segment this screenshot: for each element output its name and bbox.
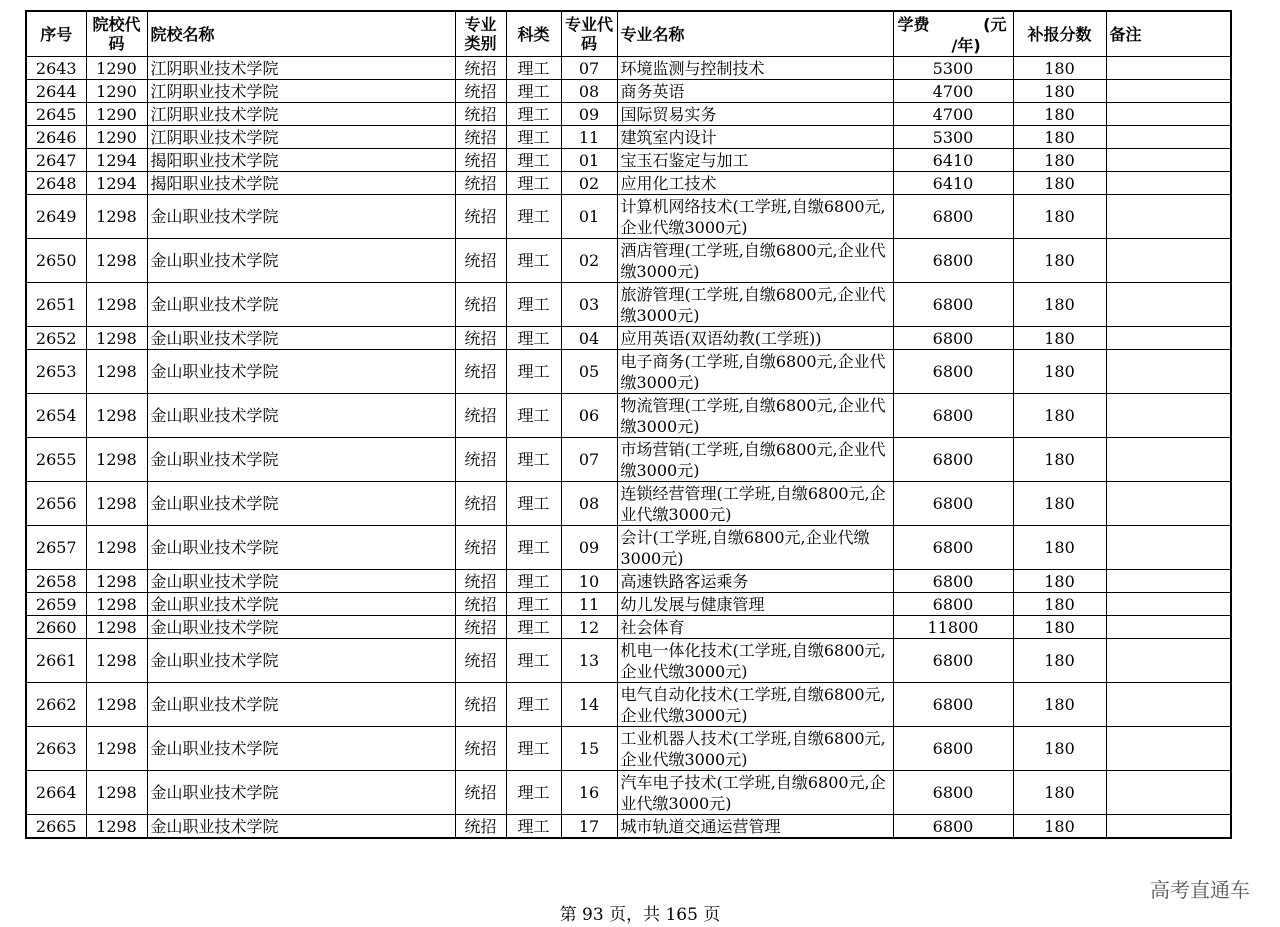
cell-fee: 6410 — [893, 172, 1013, 195]
table-row — [26, 57, 1231, 80]
table-row — [26, 126, 1231, 149]
cell-seq: 2658 — [26, 570, 86, 593]
cell-major-name: 商务英语 — [617, 80, 893, 103]
cell-major-type: 统招 — [455, 771, 506, 815]
cell-major-code: 01 — [561, 195, 617, 239]
cell-score: 180 — [1013, 593, 1106, 616]
cell-school-code: 1298 — [86, 283, 147, 327]
cell-major-name: 建筑室内设计 — [617, 126, 893, 149]
cell-remark — [1106, 771, 1231, 815]
cell-score: 180 — [1013, 126, 1106, 149]
cell-subject: 理工 — [506, 195, 561, 239]
header-major-type: 专业类别 — [455, 11, 506, 57]
header-fee-unit-open: (元 — [983, 15, 1007, 34]
cell-major-type: 统招 — [455, 57, 506, 80]
cell-major-name: 城市轨道交通运营管理 — [617, 815, 893, 839]
header-seq: 序号 — [26, 11, 86, 57]
cell-major-name: 酒店管理(工学班,自缴6800元,企业代缴3000元) — [617, 239, 893, 283]
header-row — [26, 11, 1231, 57]
cell-fee: 6800 — [893, 482, 1013, 526]
cell-school-name: 金山职业技术学院 — [147, 394, 455, 438]
cell-seq: 2657 — [26, 526, 86, 570]
cell-major-code: 10 — [561, 570, 617, 593]
cell-score: 180 — [1013, 172, 1106, 195]
cell-school-name: 金山职业技术学院 — [147, 438, 455, 482]
cell-seq: 2644 — [26, 80, 86, 103]
cell-subject: 理工 — [506, 482, 561, 526]
cell-score: 180 — [1013, 482, 1106, 526]
cell-seq: 2646 — [26, 126, 86, 149]
table-row — [26, 683, 1231, 727]
cell-seq: 2659 — [26, 593, 86, 616]
cell-major-name: 社会体育 — [617, 616, 893, 639]
cell-fee: 6800 — [893, 639, 1013, 683]
cell-major-type: 统招 — [455, 727, 506, 771]
cell-major-code: 04 — [561, 327, 617, 350]
cell-major-name: 机电一体化技术(工学班,自缴6800元,企业代缴3000元) — [617, 639, 893, 683]
cell-fee: 6800 — [893, 771, 1013, 815]
cell-school-code: 1298 — [86, 683, 147, 727]
cell-remark — [1106, 350, 1231, 394]
cell-major-name: 工业机器人技术(工学班,自缴6800元,企业代缴3000元) — [617, 727, 893, 771]
cell-fee: 6410 — [893, 149, 1013, 172]
cell-remark — [1106, 283, 1231, 327]
header-school-code: 院校代码 — [86, 11, 147, 57]
cell-school-name: 金山职业技术学院 — [147, 683, 455, 727]
header-subject: 科类 — [506, 11, 561, 57]
cell-school-name: 金山职业技术学院 — [147, 639, 455, 683]
cell-score: 180 — [1013, 350, 1106, 394]
cell-subject: 理工 — [506, 616, 561, 639]
cell-major-name: 宝玉石鉴定与加工 — [617, 149, 893, 172]
cell-school-name: 金山职业技术学院 — [147, 283, 455, 327]
cell-major-type: 统招 — [455, 327, 506, 350]
admission-table-container — [25, 10, 1230, 839]
cell-remark — [1106, 80, 1231, 103]
cell-score: 180 — [1013, 239, 1106, 283]
cell-seq: 2651 — [26, 283, 86, 327]
cell-school-code: 1298 — [86, 593, 147, 616]
cell-fee: 6800 — [893, 327, 1013, 350]
cell-seq: 2645 — [26, 103, 86, 126]
header-score: 补报分数 — [1013, 11, 1106, 57]
cell-major-name: 计算机网络技术(工学班,自缴6800元,企业代缴3000元) — [617, 195, 893, 239]
cell-major-name: 环境监测与控制技术 — [617, 57, 893, 80]
cell-major-code: 02 — [561, 239, 617, 283]
cell-school-code: 1298 — [86, 570, 147, 593]
cell-major-type: 统招 — [455, 350, 506, 394]
cell-remark — [1106, 327, 1231, 350]
cell-school-code: 1298 — [86, 815, 147, 839]
cell-school-name: 揭阳职业技术学院 — [147, 149, 455, 172]
cell-major-code: 05 — [561, 350, 617, 394]
cell-major-code: 06 — [561, 394, 617, 438]
cell-subject: 理工 — [506, 683, 561, 727]
cell-school-code: 1298 — [86, 239, 147, 283]
cell-school-name: 金山职业技术学院 — [147, 350, 455, 394]
header-major-name: 专业名称 — [617, 11, 893, 57]
cell-seq: 2652 — [26, 327, 86, 350]
cell-major-code: 07 — [561, 57, 617, 80]
cell-remark — [1106, 195, 1231, 239]
cell-school-code: 1290 — [86, 80, 147, 103]
cell-major-type: 统招 — [455, 195, 506, 239]
cell-school-code: 1290 — [86, 57, 147, 80]
cell-school-name: 江阴职业技术学院 — [147, 57, 455, 80]
cell-major-type: 统招 — [455, 149, 506, 172]
table-row — [26, 570, 1231, 593]
cell-remark — [1106, 593, 1231, 616]
cell-subject: 理工 — [506, 438, 561, 482]
cell-score: 180 — [1013, 57, 1106, 80]
cell-score: 180 — [1013, 149, 1106, 172]
cell-fee: 6800 — [893, 195, 1013, 239]
cell-fee: 6800 — [893, 350, 1013, 394]
cell-fee: 4700 — [893, 80, 1013, 103]
cell-fee: 6800 — [893, 239, 1013, 283]
cell-fee: 6800 — [893, 283, 1013, 327]
cell-major-name: 电子商务(工学班,自缴6800元,企业代缴3000元) — [617, 350, 893, 394]
cell-subject: 理工 — [506, 172, 561, 195]
cell-remark — [1106, 727, 1231, 771]
cell-remark — [1106, 172, 1231, 195]
cell-school-code: 1294 — [86, 172, 147, 195]
header-fee — [893, 11, 1013, 57]
cell-major-code: 11 — [561, 593, 617, 616]
cell-seq: 2655 — [26, 438, 86, 482]
cell-school-name: 金山职业技术学院 — [147, 727, 455, 771]
cell-major-code: 12 — [561, 616, 617, 639]
cell-major-type: 统招 — [455, 593, 506, 616]
cell-major-type: 统招 — [455, 239, 506, 283]
cell-major-type: 统招 — [455, 815, 506, 839]
cell-major-name: 应用化工技术 — [617, 172, 893, 195]
cell-major-code: 11 — [561, 126, 617, 149]
admission-table — [25, 10, 1232, 839]
cell-subject: 理工 — [506, 126, 561, 149]
cell-score: 180 — [1013, 327, 1106, 350]
cell-major-type: 统招 — [455, 683, 506, 727]
cell-remark — [1106, 815, 1231, 839]
cell-seq: 2656 — [26, 482, 86, 526]
cell-major-type: 统招 — [455, 570, 506, 593]
table-row — [26, 103, 1231, 126]
cell-remark — [1106, 103, 1231, 126]
cell-fee: 6800 — [893, 526, 1013, 570]
cell-school-code: 1298 — [86, 327, 147, 350]
cell-seq: 2665 — [26, 815, 86, 839]
cell-score: 180 — [1013, 283, 1106, 327]
header-fee-unit-close: /年) — [951, 36, 981, 55]
cell-seq: 2662 — [26, 683, 86, 727]
cell-major-code: 07 — [561, 438, 617, 482]
cell-score: 180 — [1013, 639, 1106, 683]
table-row — [26, 438, 1231, 482]
cell-subject: 理工 — [506, 57, 561, 80]
cell-fee: 5300 — [893, 57, 1013, 80]
cell-school-code: 1298 — [86, 616, 147, 639]
table-row — [26, 80, 1231, 103]
cell-subject: 理工 — [506, 771, 561, 815]
cell-major-code: 13 — [561, 639, 617, 683]
cell-subject: 理工 — [506, 149, 561, 172]
cell-major-code: 09 — [561, 103, 617, 126]
cell-major-code: 14 — [561, 683, 617, 727]
cell-subject: 理工 — [506, 350, 561, 394]
cell-major-name: 连锁经营管理(工学班,自缴6800元,企业代缴3000元) — [617, 482, 893, 526]
cell-remark — [1106, 239, 1231, 283]
table-row — [26, 482, 1231, 526]
page-footer: 第 93 页，共 165 页 — [559, 905, 721, 925]
cell-remark — [1106, 438, 1231, 482]
cell-fee: 6800 — [893, 727, 1013, 771]
table-row — [26, 639, 1231, 683]
cell-score: 180 — [1013, 103, 1106, 126]
cell-seq: 2660 — [26, 616, 86, 639]
cell-major-code: 16 — [561, 771, 617, 815]
cell-school-name: 金山职业技术学院 — [147, 195, 455, 239]
cell-major-type: 统招 — [455, 172, 506, 195]
header-major-code: 专业代码 — [561, 11, 617, 57]
cell-seq: 2649 — [26, 195, 86, 239]
cell-subject: 理工 — [506, 570, 561, 593]
cell-school-name: 金山职业技术学院 — [147, 771, 455, 815]
cell-subject: 理工 — [506, 327, 561, 350]
cell-remark — [1106, 570, 1231, 593]
cell-major-type: 统招 — [455, 616, 506, 639]
table-row — [26, 394, 1231, 438]
cell-major-name: 幼儿发展与健康管理 — [617, 593, 893, 616]
cell-major-name: 国际贸易实务 — [617, 103, 893, 126]
cell-major-type: 统招 — [455, 394, 506, 438]
cell-remark — [1106, 57, 1231, 80]
cell-major-code: 08 — [561, 482, 617, 526]
cell-subject: 理工 — [506, 394, 561, 438]
cell-subject: 理工 — [506, 727, 561, 771]
cell-seq: 2643 — [26, 57, 86, 80]
cell-major-code: 01 — [561, 149, 617, 172]
cell-school-name: 金山职业技术学院 — [147, 239, 455, 283]
cell-seq: 2647 — [26, 149, 86, 172]
cell-subject: 理工 — [506, 283, 561, 327]
table-row — [26, 283, 1231, 327]
cell-school-code: 1290 — [86, 103, 147, 126]
cell-school-name: 江阴职业技术学院 — [147, 126, 455, 149]
cell-major-name: 市场营销(工学班,自缴6800元,企业代缴3000元) — [617, 438, 893, 482]
cell-fee: 6800 — [893, 570, 1013, 593]
header-school-name: 院校名称 — [147, 11, 455, 57]
cell-school-name: 金山职业技术学院 — [147, 616, 455, 639]
cell-school-code: 1298 — [86, 639, 147, 683]
cell-remark — [1106, 482, 1231, 526]
cell-seq: 2663 — [26, 727, 86, 771]
table-row — [26, 149, 1231, 172]
cell-fee: 4700 — [893, 103, 1013, 126]
cell-major-name: 汽车电子技术(工学班,自缴6800元,企业代缴3000元) — [617, 771, 893, 815]
cell-major-type: 统招 — [455, 526, 506, 570]
cell-fee: 6800 — [893, 593, 1013, 616]
cell-school-name: 江阴职业技术学院 — [147, 103, 455, 126]
cell-school-code: 1298 — [86, 394, 147, 438]
cell-major-name: 旅游管理(工学班,自缴6800元,企业代缴3000元) — [617, 283, 893, 327]
cell-score: 180 — [1013, 616, 1106, 639]
cell-score: 180 — [1013, 526, 1106, 570]
cell-school-name: 江阴职业技术学院 — [147, 80, 455, 103]
cell-fee: 6800 — [893, 683, 1013, 727]
cell-major-code: 03 — [561, 283, 617, 327]
table-body — [26, 57, 1231, 839]
cell-school-code: 1298 — [86, 195, 147, 239]
cell-remark — [1106, 526, 1231, 570]
cell-subject: 理工 — [506, 103, 561, 126]
cell-school-code: 1298 — [86, 350, 147, 394]
cell-subject: 理工 — [506, 80, 561, 103]
table-row — [26, 815, 1231, 839]
table-row — [26, 771, 1231, 815]
cell-score: 180 — [1013, 195, 1106, 239]
cell-subject: 理工 — [506, 526, 561, 570]
cell-fee: 6800 — [893, 394, 1013, 438]
cell-major-name: 应用英语(双语幼教(工学班)) — [617, 327, 893, 350]
cell-school-code: 1294 — [86, 149, 147, 172]
cell-score: 180 — [1013, 570, 1106, 593]
cell-school-code: 1298 — [86, 771, 147, 815]
cell-remark — [1106, 639, 1231, 683]
table-row — [26, 593, 1231, 616]
cell-major-code: 08 — [561, 80, 617, 103]
cell-score: 180 — [1013, 727, 1106, 771]
table-row — [26, 616, 1231, 639]
cell-subject: 理工 — [506, 639, 561, 683]
cell-seq: 2661 — [26, 639, 86, 683]
cell-score: 180 — [1013, 683, 1106, 727]
cell-major-name: 电气自动化技术(工学班,自缴6800元,企业代缴3000元) — [617, 683, 893, 727]
cell-fee: 5300 — [893, 126, 1013, 149]
cell-fee: 6800 — [893, 815, 1013, 839]
watermark-text: 高考直通车 — [1150, 878, 1250, 902]
table-row — [26, 195, 1231, 239]
cell-major-type: 统招 — [455, 103, 506, 126]
cell-school-code: 1290 — [86, 126, 147, 149]
cell-fee: 11800 — [893, 616, 1013, 639]
cell-school-code: 1298 — [86, 438, 147, 482]
cell-score: 180 — [1013, 771, 1106, 815]
cell-major-name: 会计(工学班,自缴6800元,企业代缴3000元) — [617, 526, 893, 570]
cell-remark — [1106, 394, 1231, 438]
cell-subject: 理工 — [506, 593, 561, 616]
cell-major-code: 02 — [561, 172, 617, 195]
cell-school-name: 金山职业技术学院 — [147, 327, 455, 350]
cell-seq: 2650 — [26, 239, 86, 283]
cell-subject: 理工 — [506, 815, 561, 839]
cell-major-type: 统招 — [455, 482, 506, 526]
cell-score: 180 — [1013, 815, 1106, 839]
cell-major-name: 高速铁路客运乘务 — [617, 570, 893, 593]
cell-school-code: 1298 — [86, 526, 147, 570]
table-row — [26, 239, 1231, 283]
cell-school-name: 金山职业技术学院 — [147, 482, 455, 526]
cell-school-name: 金山职业技术学院 — [147, 815, 455, 839]
cell-school-name: 揭阳职业技术学院 — [147, 172, 455, 195]
cell-remark — [1106, 616, 1231, 639]
cell-subject: 理工 — [506, 239, 561, 283]
table-row — [26, 727, 1231, 771]
cell-remark — [1106, 149, 1231, 172]
cell-major-name: 物流管理(工学班,自缴6800元,企业代缴3000元) — [617, 394, 893, 438]
cell-remark — [1106, 683, 1231, 727]
cell-seq: 2648 — [26, 172, 86, 195]
cell-major-type: 统招 — [455, 438, 506, 482]
table-row — [26, 327, 1231, 350]
cell-school-name: 金山职业技术学院 — [147, 593, 455, 616]
cell-school-code: 1298 — [86, 727, 147, 771]
header-remark: 备注 — [1106, 11, 1231, 57]
cell-major-type: 统招 — [455, 126, 506, 149]
cell-seq: 2654 — [26, 394, 86, 438]
table-row — [26, 172, 1231, 195]
cell-major-type: 统招 — [455, 283, 506, 327]
cell-major-code: 17 — [561, 815, 617, 839]
cell-score: 180 — [1013, 80, 1106, 103]
cell-major-type: 统招 — [455, 639, 506, 683]
cell-remark — [1106, 126, 1231, 149]
table-row — [26, 526, 1231, 570]
cell-major-code: 15 — [561, 727, 617, 771]
cell-score: 180 — [1013, 438, 1106, 482]
table-row — [26, 350, 1231, 394]
cell-school-name: 金山职业技术学院 — [147, 526, 455, 570]
cell-school-name: 金山职业技术学院 — [147, 570, 455, 593]
cell-major-type: 统招 — [455, 80, 506, 103]
header-fee-label: 学费 — [897, 15, 930, 34]
cell-major-code: 09 — [561, 526, 617, 570]
cell-fee: 6800 — [893, 438, 1013, 482]
cell-seq: 2653 — [26, 350, 86, 394]
cell-score: 180 — [1013, 394, 1106, 438]
cell-school-code: 1298 — [86, 482, 147, 526]
cell-seq: 2664 — [26, 771, 86, 815]
